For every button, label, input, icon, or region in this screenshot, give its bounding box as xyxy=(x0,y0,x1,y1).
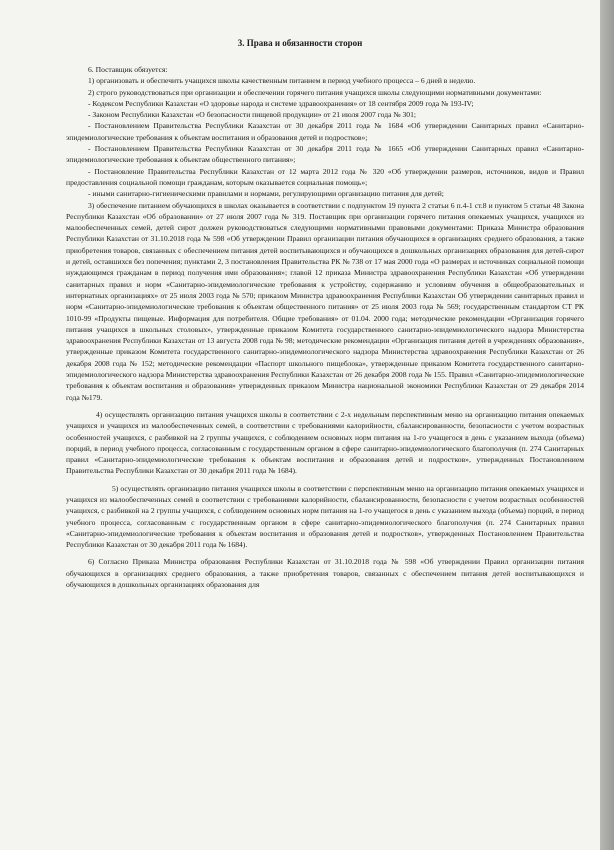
clause-item-6: 6) Согласно Приказа Министра образования Республики Казахстан от 31.10.2018 года № 598 «Об утверждении Правил организации питания обучающихся в организациях среднего образования, а также приобретения товаров, связанных с обеспечением питания детей воспитывающихся и обучающихся в дошкольных организациях образования для xyxy=(66,557,584,590)
scan-edge-shadow xyxy=(600,0,614,850)
clause-item-1: 1) организовать и обеспечить учащихся школы качественным питанием в период учебного процесса – 6 дней в неделю. xyxy=(88,76,476,86)
normative-doc-2: - Законом Республики Казахстан «О безопасности пищевой продукции» от 21 июля 2007 года № 301; xyxy=(88,110,416,120)
clause-item-2: 2) строго руководствоваться при организации и обеспечении горячего питания учащихся школы следующими нормативными документами: xyxy=(88,87,542,97)
normative-doc-5: - Постановление Правительства Республики Казахстан от 12 марта 2012 года № 320 «Об утверждении размеров, источников, видов и Правил предоставления социальной помощи гражданам, которым оказывается социальная помощь»; xyxy=(66,166,584,187)
normative-doc-6: - иными санитарно-гигиеническими правилами и нормами, регулирующими организацию питания для детей; xyxy=(88,189,444,199)
section-title: 3. Права и обязанности сторон xyxy=(237,38,363,48)
clause-item-4: 4) осуществлять организацию питания учащихся школы в соответствии с 2-х недельным перспективным меню на организацию питания опекаемых учащихся и учащихся из малообеспеченных семей, в соответствии с требованиями калорийности, сбалансированности, безопасности с учетом возрастных особенностей учащихся, с разбивкой на 2 группы учащихся, с соблюдением основных норм питания на 1-го учащегося в день с указанием выхода (объема) порций, в период учебного процесса, согласованным с государственным органом в сфере санитарно-эпидемиологического благополучия (п. 274 Санитарных правил «Санитарно-эпидемиологические требования к объектам воспитания и образования детей и подростков», утвержденных Постановлением Правительства Республики Казахстан от 30 декабря 2011 года № 1684). xyxy=(66,409,584,476)
clause-item-5: 5) осуществлять организацию питания учащихся школы в соответствии с перспективным меню на организацию питания опекаемых учащихся и учащихся из малообеспеченных семей в соответствии с требованиями калорийности, сбалансированности, безопасности с учетом возрастных особенностей учащихся, с разбивкой на 2 группы учащихся, с соблюдением основных норм питания на 1-го учащегося в день с указанием выхода (объема) порций, в период учебного процесса, согласованным с государственным органом в сфере санитарно-эпидемиологического благополучия (п. 274 Санитарных правил «Санитарно-эпидемиологические требования к объектам воспитания и образования детей и подростков», утвержденных Постановлением Правительства Республики Казахстан от 30 декабря 2011 года № 1684). xyxy=(66,483,584,550)
clause-item-3: 3) обеспечение питанием обучающихся в школах оказывается в соответствии с подпунктом 19 пункта 2 статьи 6 п.4-1 ст.8 и пунктом 5 статьи 48 Закона Республики Казахстан «Об образовании» от 27 июля 2007 года № 319. Поставщик при организации горячего питания опекаемых учащихся, учащихся из малообеспеченных семей, детей сирот должен руководствоваться следующими нормативными правовыми документами: Приказа Министра образования Республики Казахстан от 31.10.2018 года № 598 «Об утверждении Правил организации питания обучающихся в организациях среднего образования, а также приобретения товаров, связанных с обеспечением питания детей воспитывающихся и обучающихся в дошкольных организациях образования для детей-сирот и детей, оставшихся без попечения; пунктами 2, 3 постановления Правительства РК № 738 от 17 мая 2000 года «О размерах и источниках социальной помощи нуждающимся гражданам в период получения ими образования»; главой 12 приказа Министра здравоохранения Республики Казахстан «Об утверждении санитарных правил и норм «Санитарно-эпидемиологические требования к устройству, содержанию и условиям обучения в общеобразовательных и интернатных организациях» от 25 июля 2003 года № 570; приказом Министра здравоохранения Республики Казахстан Об утверждении санитарных правил и норм «Санитарно-эпидемиологические требования к объектам общественного питания» от 25 июля 2003 года № 569; государственным стандартом СТ РК 1010-99 «Продукты пищевые. Информация для потребителя. Общие требования» от 01.04. 2000 года; методические рекомендации «Организация горячего питания учащихся в школьных столовых», утвержденные приказом Комитета государственного санитарно-эпидемиологического надзора Министерства здравоохранения Республики Казахстан от 13 августа 2008 года № 98; методические рекомендации «Организация питания детей в учреждениях образования», утвержденные приказом Комитета государственного санитарно-эпидемиологического надзора Министерства здравоохранения Республики Казахстан от 26 декабря 2008 года № 152; методические рекомендации «Паспорт школьного пищеблока», утвержденные приказом Комитета государственного санитарно-эпидемиологического надзора Министерства здравоохранения Республики Казахстан от 26 декабря 2008 года № 155. Правил «Санитарно-эпидемиологические требования к объектам воспитания и образования» утвержденных приказом Министра национальной экономики Республики Казахстан от 29 декабря 2014 года №179. xyxy=(66,200,584,402)
normative-doc-4: - Постановлением Правительства Республики Казахстан от 30 декабря 2011 года № 1665 «Об утверждении Санитарных правил «Санитарно-эпидемиологические требования к объектам общественного питания»; xyxy=(66,144,584,165)
normative-doc-1: - Кодексом Республики Казахстан «О здоровье народа и системе здравоохранения» от 18 сентября 2009 года № 193-IV; xyxy=(88,98,474,108)
section-body xyxy=(66,64,584,590)
normative-doc-3: - Постановлением Правительства Республики Казахстан от 30 декабря 2011 года № 1684 «Об утверждении Санитарных правил «Санитарно-эпидемиологические требования к объектам воспитания и образования детей и подростков»; xyxy=(66,121,584,142)
clause-6-heading: 6. Поставщик обязуется: xyxy=(88,65,168,74)
